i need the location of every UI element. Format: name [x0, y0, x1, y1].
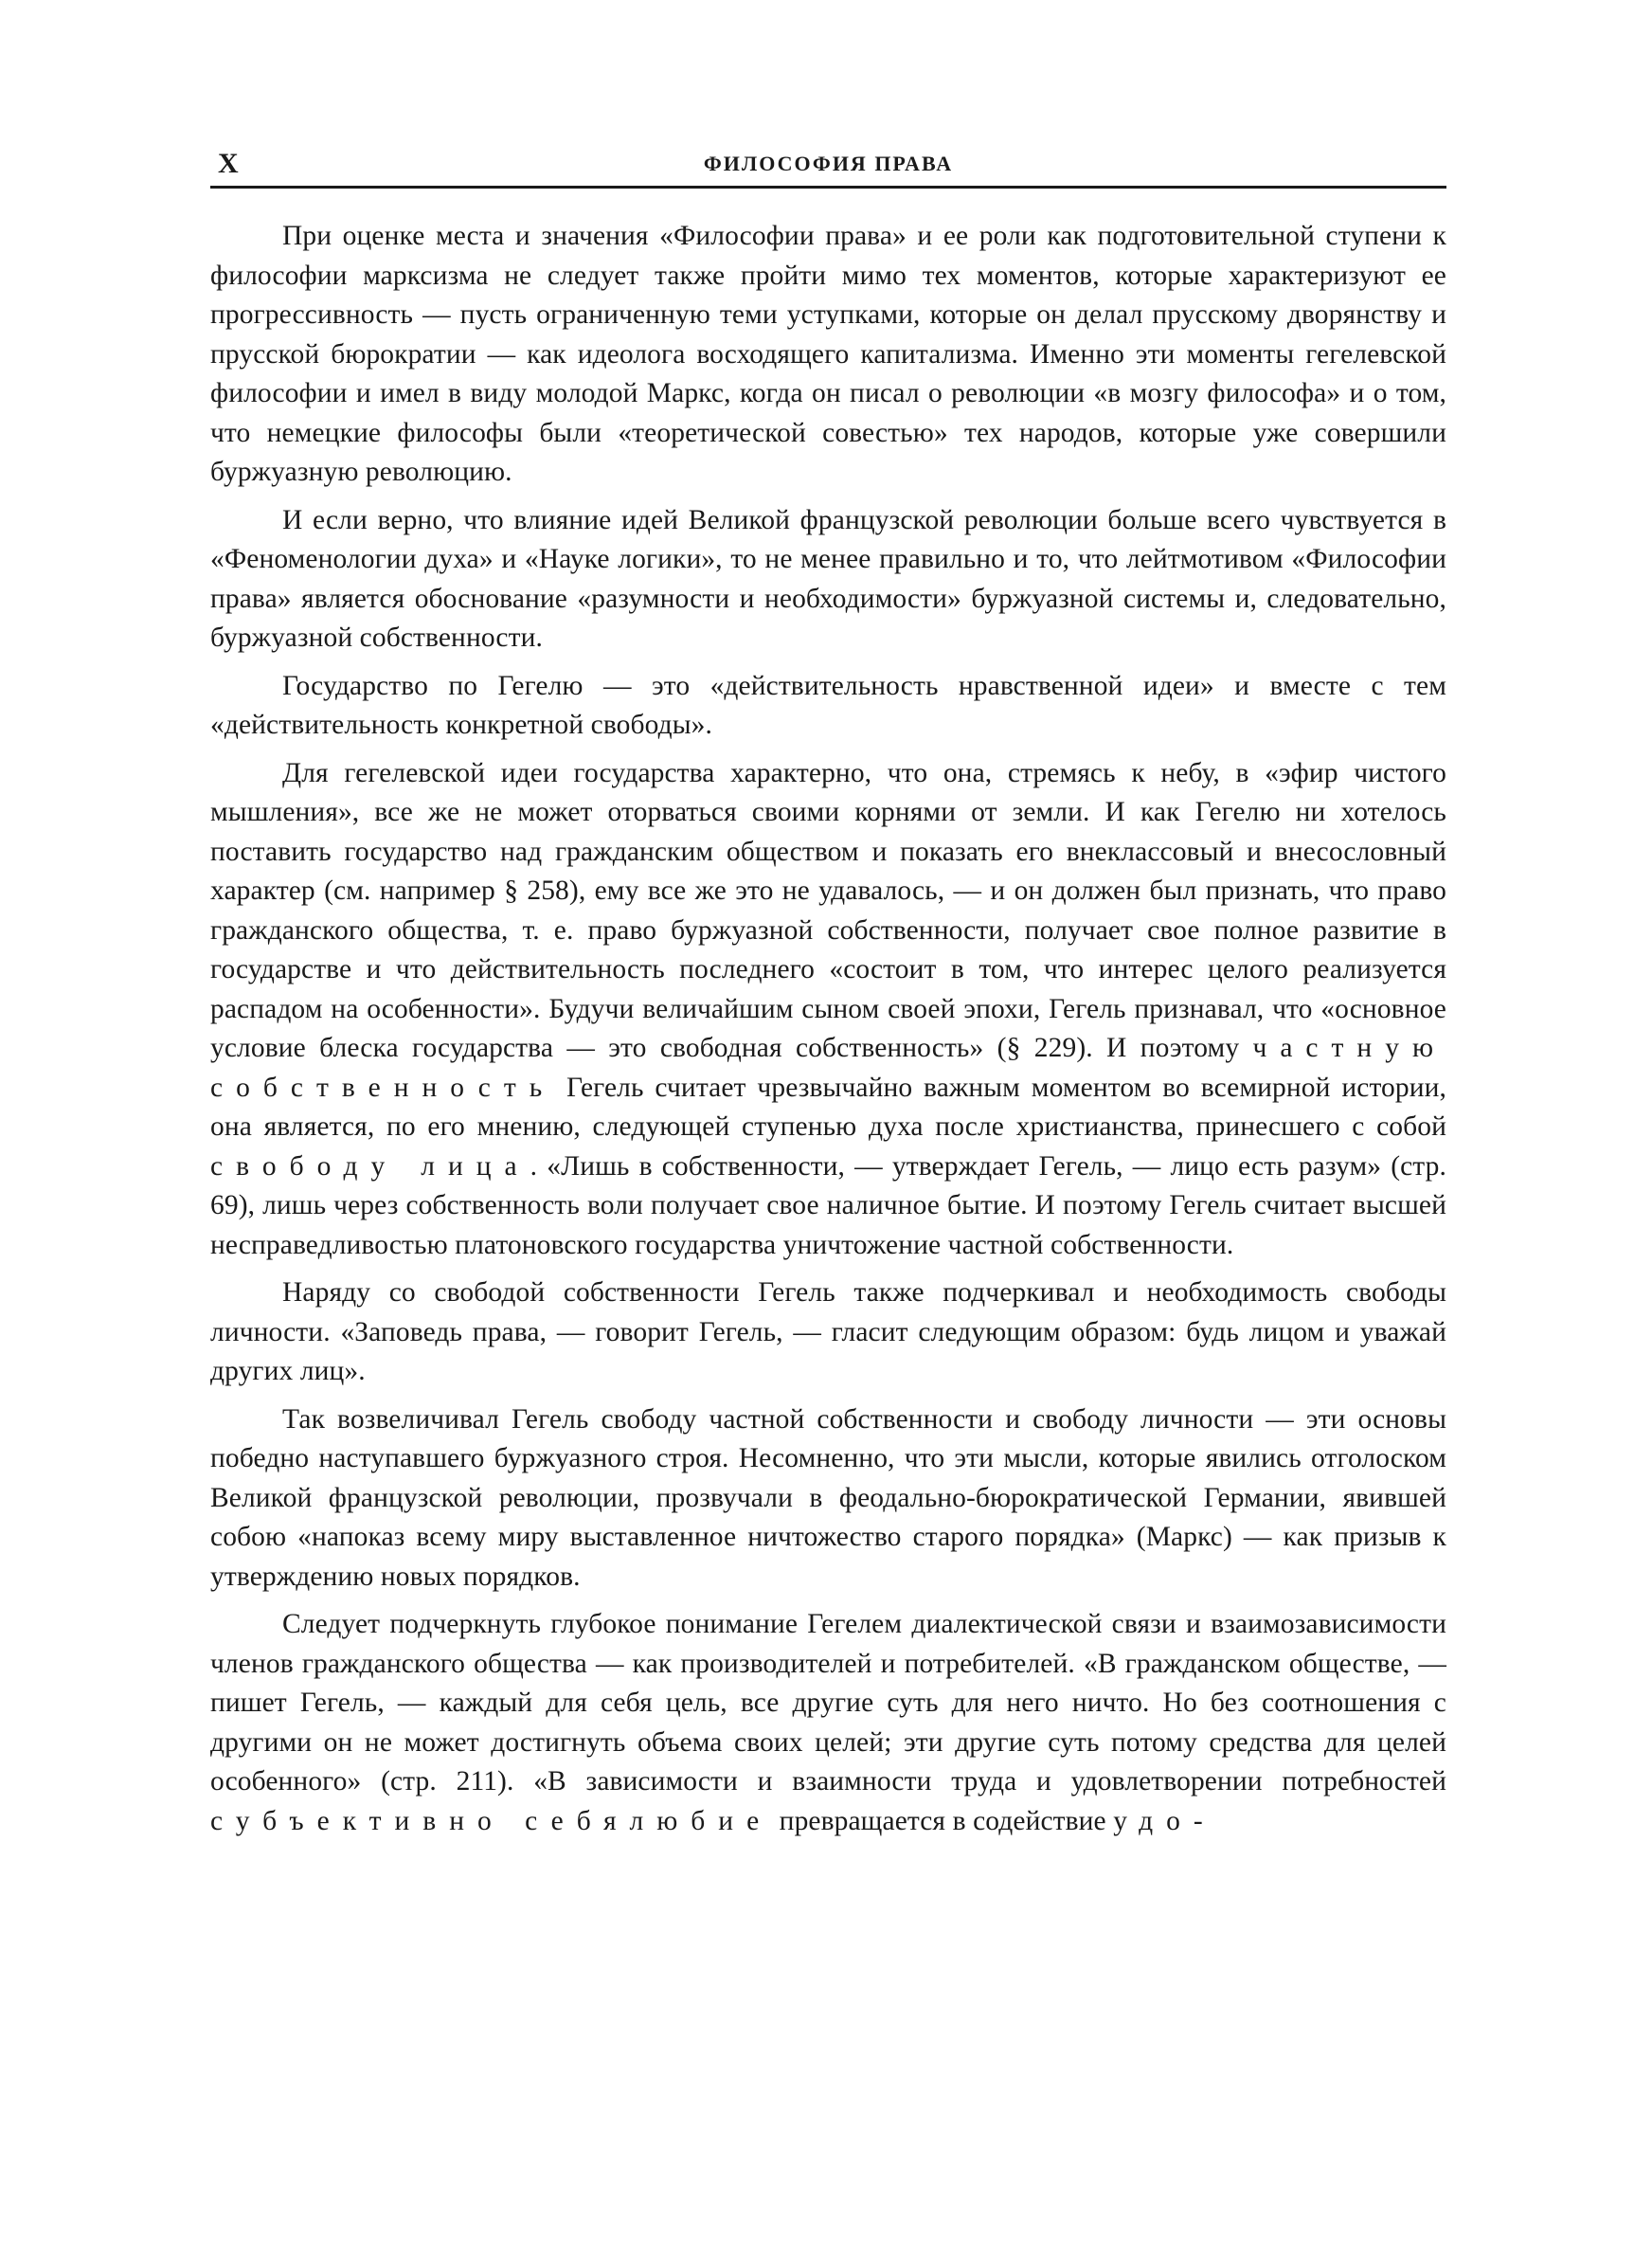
paragraph-4	[210, 754, 1446, 1266]
paragraph-2: И если верно, что влияние идей Великой французской революции больше всего чувствуется в «Феноменологии духа» и «Науке логики», то не менее правильно и то, что лейтмотивом «Философии права» является обоснование «разумности и необходимости» буржуазной системы и, следовательно, буржуазной собственности.	[210, 504, 1446, 653]
paragraph-4-part-2: Гегель считает чрезвычайно важным моментом во всемирной истории, она является, по его мнению, следующей ступенью духа после христианства, принесшего с собой	[210, 1072, 1446, 1142]
emphasis-freedom-of-person: свободу лица	[210, 1150, 530, 1182]
paragraph-7	[210, 1605, 1446, 1841]
emphasis-satisfaction: удо-	[1113, 1805, 1216, 1836]
page-number: X	[218, 148, 240, 179]
book-page	[210, 142, 1446, 1850]
body-text	[210, 217, 1446, 1841]
paragraph-6: Так возвеличивал Гегель свободу частной собственности и свободу личности — эти основы победно наступавшего буржуазного строя. Несомненно, что эти мысли, которые явились отголоском Великой французской революции, прозвучали в феодально-бюрократической Германии, явившей собою «напоказ всему миру выставленное ничтожество старого порядка» (Маркс) — как призыв к утверждению новых порядков.	[210, 1403, 1446, 1592]
paragraph-4-part-3: . «Лишь в собственности, — утверждает Гегель, — лицо есть разум» (стр. 69), лишь через собственность воли получает свое наличное бытие. И поэтому Гегель считает высшей несправедливостью платоновского государства уничтожение частной собственности.	[210, 1150, 1446, 1260]
paragraph-5: Наряду со свободой собственности Гегель также подчеркивал и необходимость свободы личности. «Заповедь права, — говорит Гегель, — гласит следующим образом: будь лицом и уважай других лиц».	[210, 1277, 1446, 1386]
paragraph-7-part-1: Следует подчеркнуть глубокое понимание Гегелем диалектической связи и взаимозависимости членов гражданского общества — как производителей и потребителей. «В гражданском обществе, — пишет Гегель, — каждый для себя цель, все другие суть для него ничто. Но без соотношения с другими он не может достигнуть объема своих целей; эти другие суть потому средства для целей особенного» (стр. 211). «В зависимости и взаимности труда и удовлетворении потребностей	[210, 1609, 1446, 1797]
paragraph-3: Государство по Гегелю — это «действительность нравственной идеи» и вместе с тем «действительность конкретной свободы».	[210, 670, 1446, 740]
emphasis-subjective-selfishness: субъективно себялюбие	[210, 1805, 773, 1836]
paragraph-4-part-1: Для гегелевской идеи государства характерно, что она, стремясь к небу, в «эфир чистого мышления», все же не может оторваться своими корнями от земли. И как Гегелю ни хотелось поставить государство над гражданским обществом и показать его внеклассовый и внесословный характер (см. например § 258), ему все же это не удавалось, — и он должен был признать, что право гражданского общества, т. е. право буржуазной собственности, получает свое полное развитие в государстве и что действительность последнего «состоит в том, что интерес целого реализуется распадом на особенности». Будучи величайшим сыном своей эпохи, Гегель признавал, что «основное условие блеска государства — это свободная собственность» (§ 229). И поэтому	[210, 757, 1446, 1063]
page-header	[210, 142, 1446, 189]
paragraph-1: При оценке места и значения «Философии права» и ее роли как подготовительной ступени к философии марксизма не следует также пройти мимо тех моментов, которые характеризуют ее прогрессивность — пусть ограниченную теми уступками, которые он делал прусскому дворянству и прусской бюрократии — как идеолога восходящего капитализма. Именно эти моменты гегелевской философии и имел в виду молодой Маркс, когда он писал о революции «в мозгу философа» и о том, что немецкие философы были «теоретической совестью» тех народов, которые уже совершили буржуазную революцию.	[210, 221, 1446, 487]
emphasis-private-property: частную собственность	[210, 1033, 1446, 1103]
running-title: ФИЛОСОФИЯ ПРАВА	[703, 152, 954, 175]
paragraph-7-part-2: превращается в содействие	[772, 1805, 1114, 1836]
